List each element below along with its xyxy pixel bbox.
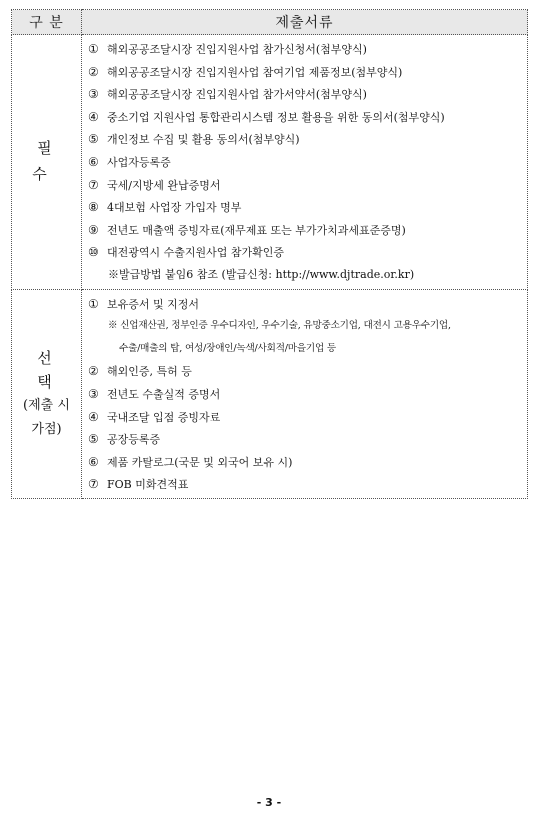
header-category: 구 분 <box>12 10 82 35</box>
optional-documents-cell <box>82 289 528 498</box>
list-item: ① 해외공공조달시장 진입지원사업 참가신청서(첨부양식) <box>88 42 367 56</box>
list-item: ⑦ FOB 미화견적표 <box>88 477 189 492</box>
list-item: ⑤ 공장등록증 <box>88 432 161 447</box>
list-item: ⑥ 제품 카탈로그(국문 및 외국어 보유 시) <box>88 454 293 469</box>
list-item: ④ 국내조달 입점 증빙자료 <box>88 409 221 424</box>
list-item: ③ 해외공공조달시장 진입지원사업 참가서약서(첨부양식) <box>88 87 367 102</box>
certificate-note-cont: 수출/매출의 탑, 여성/장애인/녹색/사회적/마을기업 등 <box>119 342 336 354</box>
list-item: ⑨ 전년도 매출액 증빙자료(재무제표 또는 부가가치과세표준증명) <box>88 222 406 237</box>
list-item: ③ 전년도 수출실적 증명서 <box>88 386 221 401</box>
list-item: ⑤ 개인정보 수집 및 활용 동의서(첨부양식) <box>88 132 300 147</box>
list-item: ④ 중소기업 지원사업 통합관리시스템 정보 활용을 위한 동의서(첨부양식) <box>88 109 445 124</box>
issuance-note: ※발급방법 붙임6 참조 (발급신청: http://www.djtrade.or.kr) <box>108 267 415 281</box>
required-documents-cell <box>82 35 528 290</box>
list-item: ⑩ 대전광역시 수출지원사업 참가확인증 <box>88 245 285 260</box>
list-item: ② 해외공공조달시장 진입지원사업 참여기업 제품정보(첨부양식) <box>88 64 403 79</box>
optional-category-cell <box>12 289 82 498</box>
list-item: ② 해외인증, 특허 등 <box>88 364 192 379</box>
optional-row <box>12 289 528 498</box>
optional-label-sub1: (제출 시 <box>23 397 70 413</box>
list-item: ⑧ 4대보험 사업장 가입자 명부 <box>88 200 242 215</box>
list-item: ⑦ 국세/지방세 완납증명서 <box>88 177 221 192</box>
certificate-note: ※ 신업재산권, 정부인증 우수디자인, 우수기술, 유망중소기업, 대전시 고용우수기업, <box>108 320 451 332</box>
submission-documents-table <box>11 9 528 499</box>
header-documents: 제출서류 <box>82 10 528 35</box>
required-category-cell <box>12 35 82 290</box>
list-item: ① 보유증서 및 지정서 <box>88 296 200 311</box>
table-header-row <box>12 10 528 35</box>
required-row <box>12 35 528 290</box>
optional-label-sub2: 가점) <box>31 421 62 437</box>
optional-label: 선 택 <box>37 348 66 391</box>
list-item: ⑥ 사업자등록증 <box>88 154 171 169</box>
page-number: - 3 - <box>256 796 282 809</box>
required-label: 필 수 <box>32 138 66 183</box>
